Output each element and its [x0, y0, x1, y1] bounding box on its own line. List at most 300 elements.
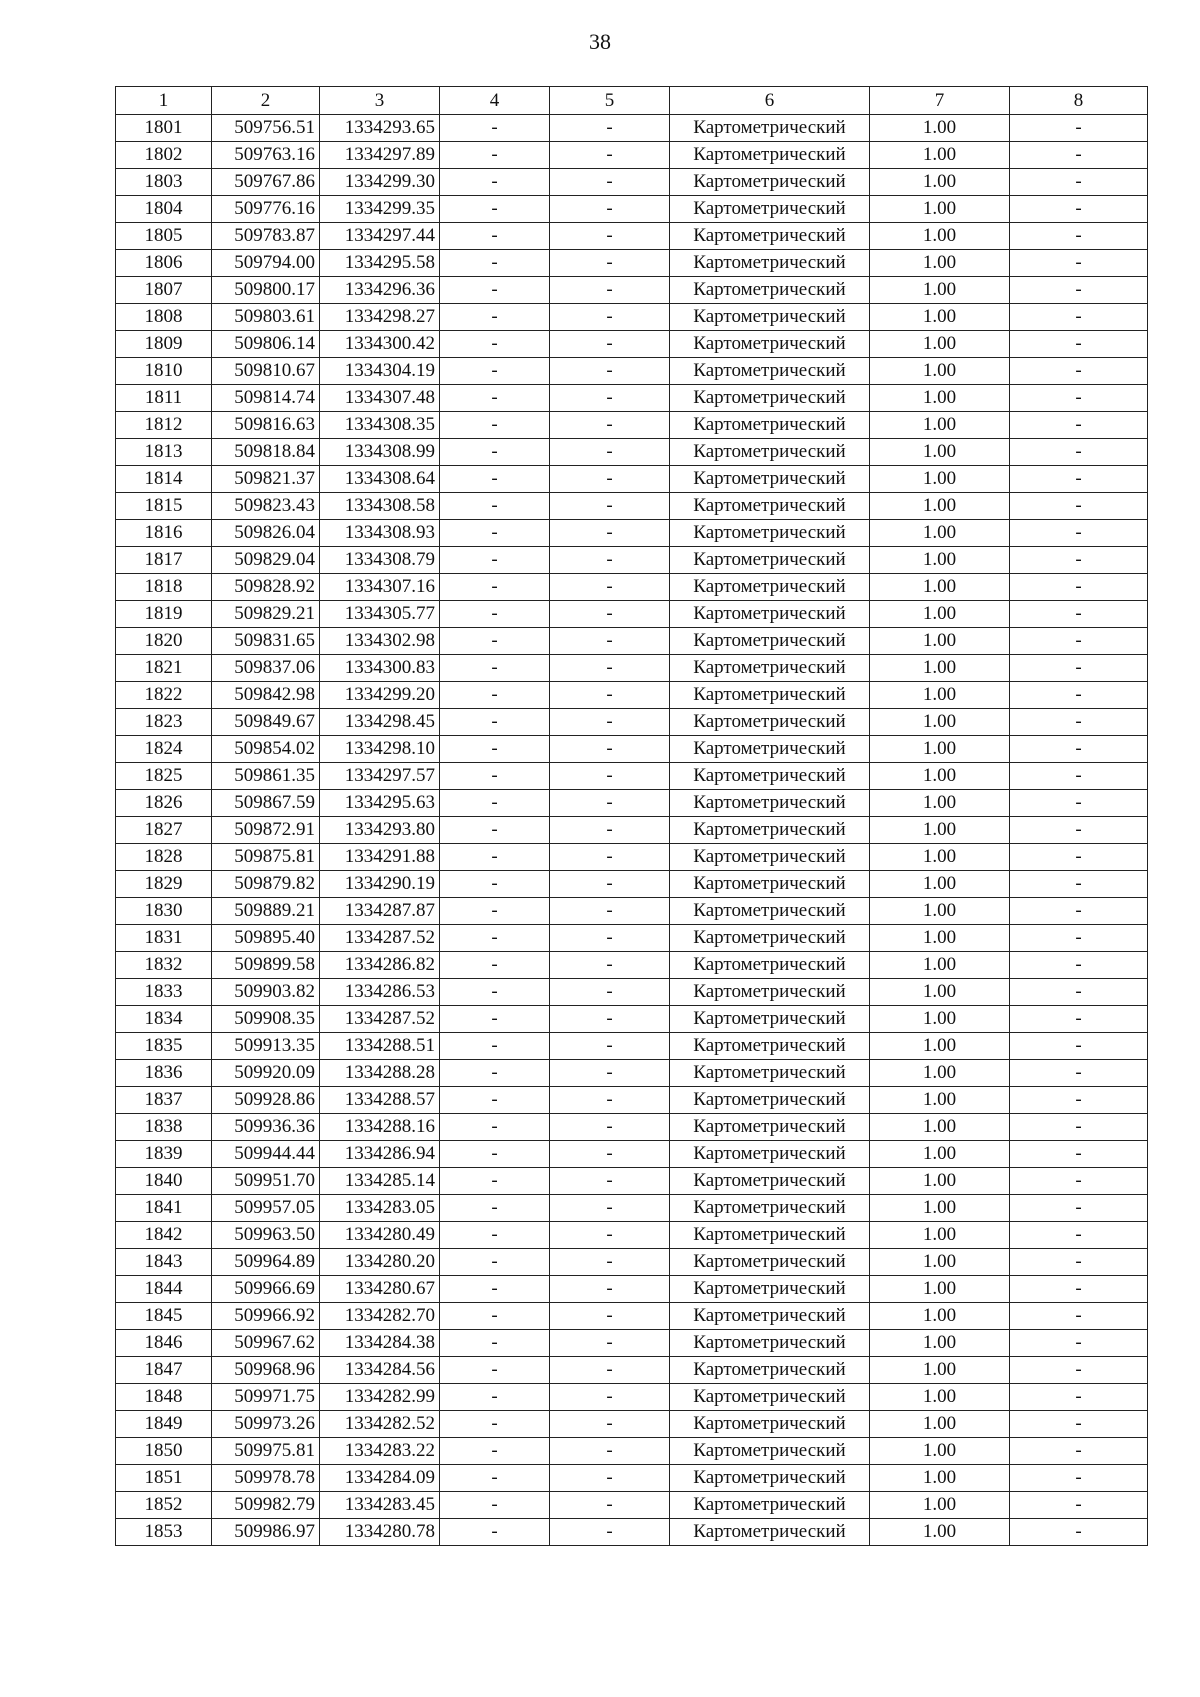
col4-cell: -: [440, 844, 550, 871]
col8-cell: -: [1010, 601, 1148, 628]
x-coordinate-cell: 509756.51: [212, 115, 320, 142]
y-coordinate-cell: 1334285.14: [320, 1168, 440, 1195]
col5-cell: -: [550, 385, 670, 412]
col5-cell: -: [550, 223, 670, 250]
point-number-cell: 1837: [116, 1087, 212, 1114]
table-row: [116, 466, 1148, 493]
accuracy-cell: 1.00: [870, 1519, 1010, 1546]
x-coordinate-cell: 509831.65: [212, 628, 320, 655]
col5-cell: -: [550, 142, 670, 169]
col4-cell: -: [440, 493, 550, 520]
point-number-cell: 1844: [116, 1276, 212, 1303]
table-row: [116, 196, 1148, 223]
x-coordinate-cell: 509861.35: [212, 763, 320, 790]
col5-cell: -: [550, 1006, 670, 1033]
table-row: [116, 1303, 1148, 1330]
col4-cell: -: [440, 1006, 550, 1033]
y-coordinate-cell: 1334284.56: [320, 1357, 440, 1384]
y-coordinate-cell: 1334307.16: [320, 574, 440, 601]
page-number: 38: [589, 29, 611, 54]
method-cell: Картометрический: [670, 925, 870, 952]
col5-cell: -: [550, 1087, 670, 1114]
col4-cell: -: [440, 520, 550, 547]
col5-cell: -: [550, 439, 670, 466]
col8-cell: -: [1010, 925, 1148, 952]
y-coordinate-cell: 1334280.20: [320, 1249, 440, 1276]
accuracy-cell: 1.00: [870, 304, 1010, 331]
method-cell: Картометрический: [670, 1195, 870, 1222]
method-cell: Картометрический: [670, 412, 870, 439]
accuracy-cell: 1.00: [870, 574, 1010, 601]
col5-cell: -: [550, 493, 670, 520]
y-coordinate-cell: 1334283.45: [320, 1492, 440, 1519]
table-row: [116, 1222, 1148, 1249]
x-coordinate-cell: 509966.69: [212, 1276, 320, 1303]
accuracy-cell: 1.00: [870, 709, 1010, 736]
y-coordinate-cell: 1334283.22: [320, 1438, 440, 1465]
col8-cell: -: [1010, 1114, 1148, 1141]
method-cell: Картометрический: [670, 790, 870, 817]
x-coordinate-cell: 509810.67: [212, 358, 320, 385]
col4-cell: -: [440, 1492, 550, 1519]
table-row: [116, 169, 1148, 196]
method-cell: Картометрический: [670, 1033, 870, 1060]
accuracy-cell: 1.00: [870, 1249, 1010, 1276]
col5-cell: -: [550, 736, 670, 763]
col4-cell: -: [440, 574, 550, 601]
x-coordinate-cell: 509814.74: [212, 385, 320, 412]
accuracy-cell: 1.00: [870, 385, 1010, 412]
accuracy-cell: 1.00: [870, 1222, 1010, 1249]
point-number-cell: 1813: [116, 439, 212, 466]
method-cell: Картометрический: [670, 1006, 870, 1033]
x-coordinate-cell: 509895.40: [212, 925, 320, 952]
table-row: [116, 709, 1148, 736]
col8-cell: -: [1010, 223, 1148, 250]
x-coordinate-cell: 509971.75: [212, 1384, 320, 1411]
col8-cell: -: [1010, 331, 1148, 358]
point-number-cell: 1830: [116, 898, 212, 925]
accuracy-cell: 1.00: [870, 277, 1010, 304]
point-number-cell: 1835: [116, 1033, 212, 1060]
table-row: [116, 250, 1148, 277]
method-cell: Картометрический: [670, 466, 870, 493]
col5-cell: -: [550, 250, 670, 277]
x-coordinate-cell: 509823.43: [212, 493, 320, 520]
method-cell: Картометрический: [670, 574, 870, 601]
point-number-cell: 1841: [116, 1195, 212, 1222]
accuracy-cell: 1.00: [870, 736, 1010, 763]
col4-cell: -: [440, 601, 550, 628]
col4-cell: -: [440, 628, 550, 655]
table-row: [116, 871, 1148, 898]
y-coordinate-cell: 1334297.57: [320, 763, 440, 790]
accuracy-cell: 1.00: [870, 1438, 1010, 1465]
col8-cell: -: [1010, 520, 1148, 547]
accuracy-cell: 1.00: [870, 979, 1010, 1006]
point-number-cell: 1852: [116, 1492, 212, 1519]
col4-cell: -: [440, 439, 550, 466]
y-coordinate-cell: 1334300.83: [320, 655, 440, 682]
table-row: [116, 1168, 1148, 1195]
y-coordinate-cell: 1334298.10: [320, 736, 440, 763]
point-number-cell: 1826: [116, 790, 212, 817]
method-cell: Картометрический: [670, 358, 870, 385]
method-cell: Картометрический: [670, 169, 870, 196]
col4-cell: -: [440, 466, 550, 493]
accuracy-cell: 1.00: [870, 952, 1010, 979]
y-coordinate-cell: 1334288.28: [320, 1060, 440, 1087]
y-coordinate-cell: 1334290.19: [320, 871, 440, 898]
point-number-cell: 1812: [116, 412, 212, 439]
x-coordinate-cell: 509920.09: [212, 1060, 320, 1087]
point-number-cell: 1851: [116, 1465, 212, 1492]
method-cell: Картометрический: [670, 1303, 870, 1330]
point-number-cell: 1802: [116, 142, 212, 169]
table-row: [116, 817, 1148, 844]
method-cell: Картометрический: [670, 952, 870, 979]
point-number-cell: 1832: [116, 952, 212, 979]
col4-cell: -: [440, 115, 550, 142]
accuracy-cell: 1.00: [870, 790, 1010, 817]
table-row: [116, 547, 1148, 574]
col8-cell: -: [1010, 493, 1148, 520]
accuracy-cell: 1.00: [870, 196, 1010, 223]
table-row: [116, 628, 1148, 655]
x-coordinate-cell: 509818.84: [212, 439, 320, 466]
table-row: [116, 1465, 1148, 1492]
method-cell: Картометрический: [670, 1492, 870, 1519]
x-coordinate-cell: 509776.16: [212, 196, 320, 223]
point-number-cell: 1822: [116, 682, 212, 709]
accuracy-cell: 1.00: [870, 1330, 1010, 1357]
y-coordinate-cell: 1334288.16: [320, 1114, 440, 1141]
accuracy-cell: 1.00: [870, 628, 1010, 655]
x-coordinate-cell: 509975.81: [212, 1438, 320, 1465]
table-row: [116, 601, 1148, 628]
column-header: 1: [116, 87, 212, 115]
accuracy-cell: 1.00: [870, 1465, 1010, 1492]
point-number-cell: 1806: [116, 250, 212, 277]
col5-cell: -: [550, 871, 670, 898]
col4-cell: -: [440, 1303, 550, 1330]
method-cell: Картометрический: [670, 1249, 870, 1276]
y-coordinate-cell: 1334299.20: [320, 682, 440, 709]
y-coordinate-cell: 1334308.64: [320, 466, 440, 493]
y-coordinate-cell: 1334308.99: [320, 439, 440, 466]
col5-cell: -: [550, 925, 670, 952]
y-coordinate-cell: 1334287.52: [320, 925, 440, 952]
x-coordinate-cell: 509767.86: [212, 169, 320, 196]
x-coordinate-cell: 509867.59: [212, 790, 320, 817]
x-coordinate-cell: 509879.82: [212, 871, 320, 898]
col8-cell: -: [1010, 628, 1148, 655]
col8-cell: -: [1010, 655, 1148, 682]
point-number-cell: 1846: [116, 1330, 212, 1357]
table-row: [116, 763, 1148, 790]
col4-cell: -: [440, 817, 550, 844]
col8-cell: -: [1010, 196, 1148, 223]
table-row: [116, 115, 1148, 142]
coordinates-table: [115, 86, 1148, 1546]
y-coordinate-cell: 1334304.19: [320, 358, 440, 385]
table-row: [116, 142, 1148, 169]
col8-cell: -: [1010, 898, 1148, 925]
x-coordinate-cell: 509982.79: [212, 1492, 320, 1519]
accuracy-cell: 1.00: [870, 898, 1010, 925]
x-coordinate-cell: 509837.06: [212, 655, 320, 682]
table-row: [116, 1141, 1148, 1168]
col4-cell: -: [440, 1411, 550, 1438]
col8-cell: -: [1010, 439, 1148, 466]
point-number-cell: 1829: [116, 871, 212, 898]
col8-cell: -: [1010, 682, 1148, 709]
x-coordinate-cell: 509826.04: [212, 520, 320, 547]
table-row: [116, 682, 1148, 709]
method-cell: Картометрический: [670, 871, 870, 898]
y-coordinate-cell: 1334297.44: [320, 223, 440, 250]
x-coordinate-cell: 509872.91: [212, 817, 320, 844]
table-row: [116, 898, 1148, 925]
col4-cell: -: [440, 331, 550, 358]
col8-cell: -: [1010, 844, 1148, 871]
col8-cell: -: [1010, 1330, 1148, 1357]
col5-cell: -: [550, 169, 670, 196]
col8-cell: -: [1010, 1168, 1148, 1195]
col8-cell: -: [1010, 871, 1148, 898]
accuracy-cell: 1.00: [870, 1384, 1010, 1411]
method-cell: Картометрический: [670, 547, 870, 574]
point-number-cell: 1842: [116, 1222, 212, 1249]
method-cell: Картометрический: [670, 1384, 870, 1411]
col4-cell: -: [440, 1519, 550, 1546]
column-header: 2: [212, 87, 320, 115]
method-cell: Картометрический: [670, 1465, 870, 1492]
col4-cell: -: [440, 763, 550, 790]
accuracy-cell: 1.00: [870, 1276, 1010, 1303]
accuracy-cell: 1.00: [870, 1303, 1010, 1330]
method-cell: Картометрический: [670, 493, 870, 520]
col4-cell: -: [440, 1114, 550, 1141]
col4-cell: -: [440, 1168, 550, 1195]
col5-cell: -: [550, 1465, 670, 1492]
table-row: [116, 520, 1148, 547]
x-coordinate-cell: 509957.05: [212, 1195, 320, 1222]
method-cell: Картометрический: [670, 628, 870, 655]
method-cell: Картометрический: [670, 898, 870, 925]
accuracy-cell: 1.00: [870, 1033, 1010, 1060]
col4-cell: -: [440, 169, 550, 196]
table-row: [116, 223, 1148, 250]
table-row: [116, 331, 1148, 358]
point-number-cell: 1807: [116, 277, 212, 304]
accuracy-cell: 1.00: [870, 439, 1010, 466]
x-coordinate-cell: 509829.21: [212, 601, 320, 628]
col5-cell: -: [550, 709, 670, 736]
point-number-cell: 1821: [116, 655, 212, 682]
x-coordinate-cell: 509967.62: [212, 1330, 320, 1357]
x-coordinate-cell: 509899.58: [212, 952, 320, 979]
col4-cell: -: [440, 1330, 550, 1357]
y-coordinate-cell: 1334308.79: [320, 547, 440, 574]
table-row: [116, 736, 1148, 763]
method-cell: Картометрический: [670, 1114, 870, 1141]
col8-cell: -: [1010, 169, 1148, 196]
col5-cell: -: [550, 1141, 670, 1168]
accuracy-cell: 1.00: [870, 1006, 1010, 1033]
accuracy-cell: 1.00: [870, 1114, 1010, 1141]
col5-cell: -: [550, 115, 670, 142]
point-number-cell: 1811: [116, 385, 212, 412]
table-row: [116, 1330, 1148, 1357]
method-cell: Картометрический: [670, 1276, 870, 1303]
col5-cell: -: [550, 1276, 670, 1303]
x-coordinate-cell: 509951.70: [212, 1168, 320, 1195]
y-coordinate-cell: 1334293.80: [320, 817, 440, 844]
method-cell: Картометрический: [670, 439, 870, 466]
x-coordinate-cell: 509889.21: [212, 898, 320, 925]
col8-cell: -: [1010, 304, 1148, 331]
accuracy-cell: 1.00: [870, 358, 1010, 385]
col5-cell: -: [550, 1033, 670, 1060]
table-row: [116, 844, 1148, 871]
y-coordinate-cell: 1334286.94: [320, 1141, 440, 1168]
table-row: [116, 1249, 1148, 1276]
column-header: 4: [440, 87, 550, 115]
col4-cell: -: [440, 871, 550, 898]
accuracy-cell: 1.00: [870, 169, 1010, 196]
col5-cell: -: [550, 952, 670, 979]
y-coordinate-cell: 1334296.36: [320, 277, 440, 304]
method-cell: Картометрический: [670, 601, 870, 628]
col5-cell: -: [550, 601, 670, 628]
col8-cell: -: [1010, 1060, 1148, 1087]
col5-cell: -: [550, 1438, 670, 1465]
col4-cell: -: [440, 898, 550, 925]
point-number-cell: 1843: [116, 1249, 212, 1276]
accuracy-cell: 1.00: [870, 844, 1010, 871]
table-row: [116, 1006, 1148, 1033]
col8-cell: -: [1010, 1438, 1148, 1465]
point-number-cell: 1814: [116, 466, 212, 493]
table-row: [116, 1384, 1148, 1411]
col5-cell: -: [550, 331, 670, 358]
method-cell: Картометрический: [670, 115, 870, 142]
col4-cell: -: [440, 1033, 550, 1060]
col5-cell: -: [550, 979, 670, 1006]
x-coordinate-cell: 509828.92: [212, 574, 320, 601]
col5-cell: -: [550, 1303, 670, 1330]
col5-cell: -: [550, 1249, 670, 1276]
col8-cell: -: [1010, 250, 1148, 277]
method-cell: Картометрический: [670, 520, 870, 547]
x-coordinate-cell: 509816.63: [212, 412, 320, 439]
col8-cell: -: [1010, 1087, 1148, 1114]
method-cell: Картометрический: [670, 1222, 870, 1249]
col8-cell: -: [1010, 1411, 1148, 1438]
table-row: [116, 952, 1148, 979]
accuracy-cell: 1.00: [870, 763, 1010, 790]
col8-cell: -: [1010, 1006, 1148, 1033]
x-coordinate-cell: 509966.92: [212, 1303, 320, 1330]
y-coordinate-cell: 1334293.65: [320, 115, 440, 142]
point-number-cell: 1831: [116, 925, 212, 952]
col8-cell: -: [1010, 709, 1148, 736]
col8-cell: -: [1010, 142, 1148, 169]
col5-cell: -: [550, 277, 670, 304]
table-row: [116, 655, 1148, 682]
col8-cell: -: [1010, 466, 1148, 493]
point-number-cell: 1804: [116, 196, 212, 223]
col5-cell: -: [550, 628, 670, 655]
y-coordinate-cell: 1334287.87: [320, 898, 440, 925]
y-coordinate-cell: 1334284.09: [320, 1465, 440, 1492]
header-row: [116, 87, 1148, 115]
col5-cell: -: [550, 547, 670, 574]
point-number-cell: 1847: [116, 1357, 212, 1384]
point-number-cell: 1824: [116, 736, 212, 763]
y-coordinate-cell: 1334295.58: [320, 250, 440, 277]
x-coordinate-cell: 509944.44: [212, 1141, 320, 1168]
col8-cell: -: [1010, 1249, 1148, 1276]
method-cell: Картометрический: [670, 844, 870, 871]
x-coordinate-cell: 509842.98: [212, 682, 320, 709]
y-coordinate-cell: 1334282.70: [320, 1303, 440, 1330]
accuracy-cell: 1.00: [870, 925, 1010, 952]
accuracy-cell: 1.00: [870, 1357, 1010, 1384]
col4-cell: -: [440, 304, 550, 331]
table-row: [116, 1438, 1148, 1465]
y-coordinate-cell: 1334299.30: [320, 169, 440, 196]
point-number-cell: 1818: [116, 574, 212, 601]
method-cell: Картометрический: [670, 385, 870, 412]
table-row: [116, 574, 1148, 601]
col5-cell: -: [550, 1222, 670, 1249]
method-cell: Картометрический: [670, 817, 870, 844]
col8-cell: -: [1010, 1141, 1148, 1168]
method-cell: Картометрический: [670, 331, 870, 358]
col4-cell: -: [440, 790, 550, 817]
point-number-cell: 1803: [116, 169, 212, 196]
col5-cell: -: [550, 1195, 670, 1222]
point-number-cell: 1839: [116, 1141, 212, 1168]
point-number-cell: 1827: [116, 817, 212, 844]
col4-cell: -: [440, 1222, 550, 1249]
accuracy-cell: 1.00: [870, 250, 1010, 277]
col5-cell: -: [550, 790, 670, 817]
y-coordinate-cell: 1334297.89: [320, 142, 440, 169]
point-number-cell: 1828: [116, 844, 212, 871]
col4-cell: -: [440, 1384, 550, 1411]
col4-cell: -: [440, 1357, 550, 1384]
x-coordinate-cell: 509903.82: [212, 979, 320, 1006]
y-coordinate-cell: 1334280.78: [320, 1519, 440, 1546]
table-row: [116, 493, 1148, 520]
table-row: [116, 358, 1148, 385]
point-number-cell: 1833: [116, 979, 212, 1006]
col4-cell: -: [440, 1249, 550, 1276]
x-coordinate-cell: 509800.17: [212, 277, 320, 304]
y-coordinate-cell: 1334283.05: [320, 1195, 440, 1222]
col8-cell: -: [1010, 1357, 1148, 1384]
accuracy-cell: 1.00: [870, 601, 1010, 628]
col4-cell: -: [440, 412, 550, 439]
accuracy-cell: 1.00: [870, 1060, 1010, 1087]
y-coordinate-cell: 1334308.93: [320, 520, 440, 547]
method-cell: Картометрический: [670, 979, 870, 1006]
table-row: [116, 304, 1148, 331]
col4-cell: -: [440, 925, 550, 952]
